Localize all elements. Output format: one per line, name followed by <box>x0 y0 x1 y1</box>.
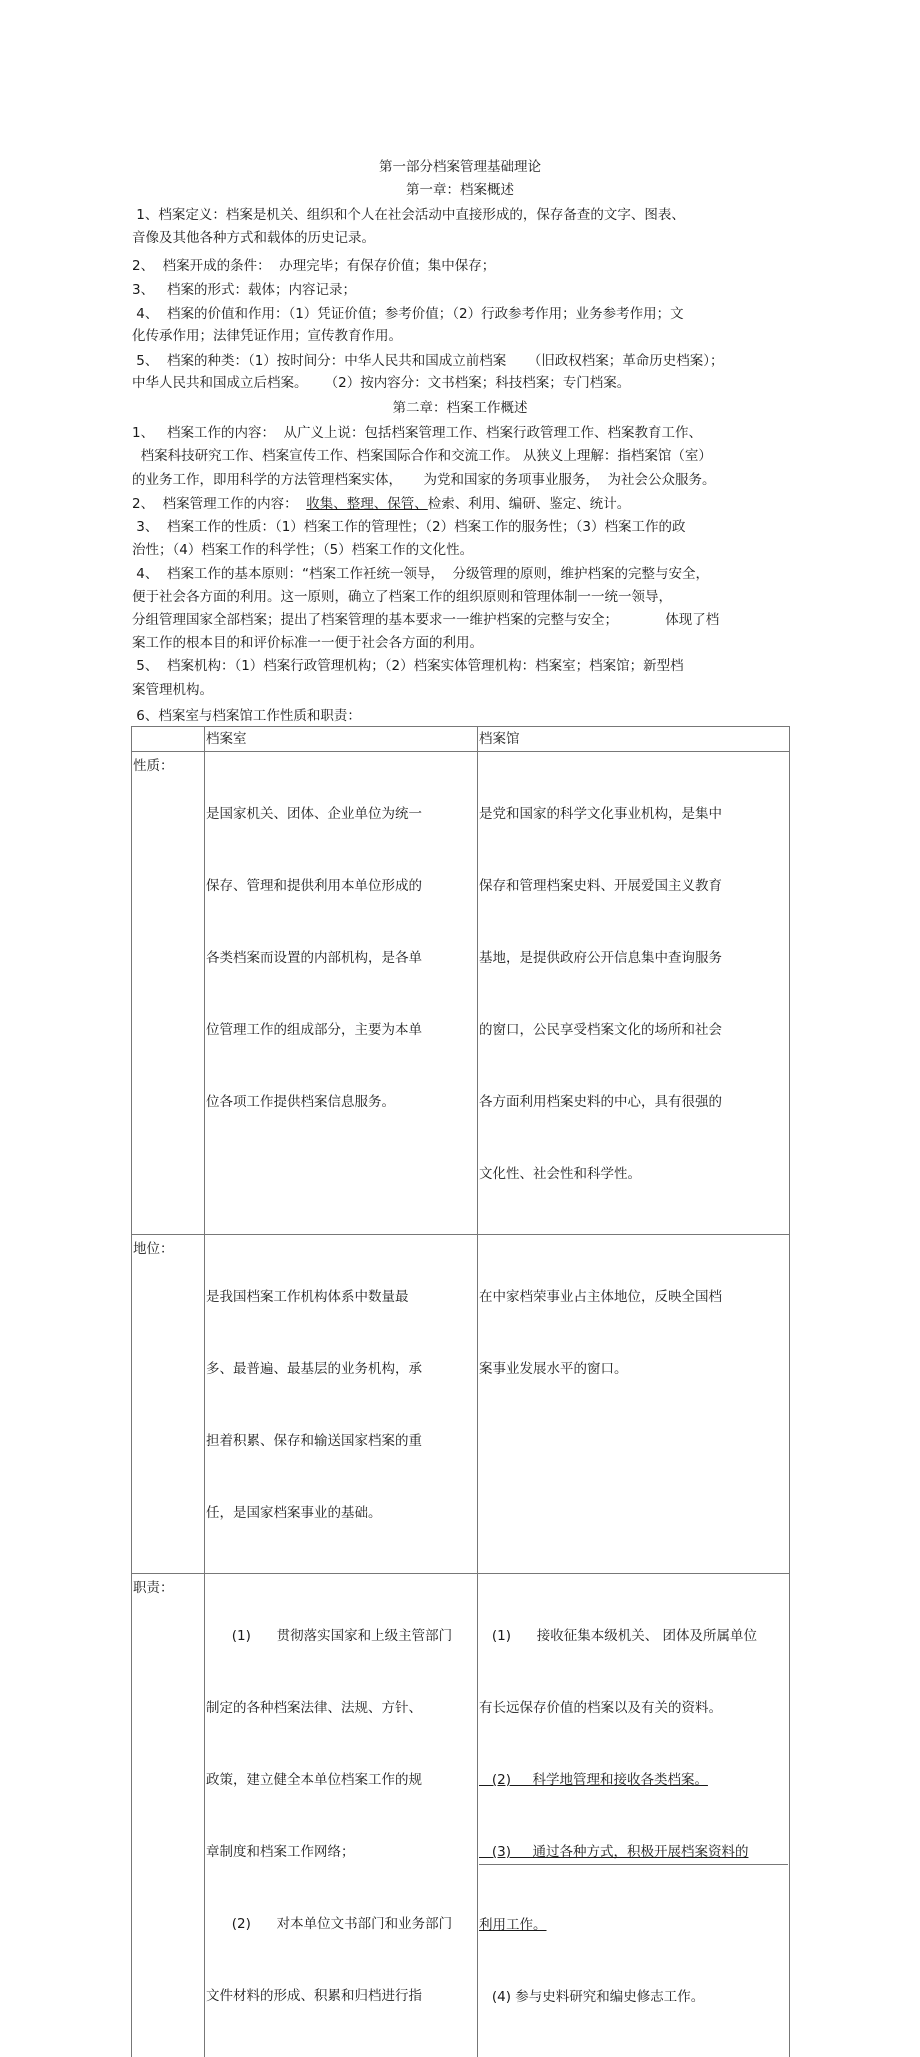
header-cell: 档案馆 <box>478 727 790 752</box>
paragraph-line: 分组管理国家全部档案；提出了档案管理的基本要求一一维护档案的完整与安全； 体现了档 <box>132 611 719 629</box>
cell-line: 各类档案而设置的内部机构，是各单 <box>206 946 476 970</box>
paragraph-line <box>132 495 630 513</box>
cell-line: 各方面利用档案史料的中心，具有很强的 <box>479 1090 788 1114</box>
paragraph-line: 4、 档案工作的基本原则：“档案工作衽统一领导， 分级管理的原则，维护档案的完整与安全， <box>132 565 709 583</box>
paragraph-line: 2、 档案开成的条件： 办理完毕；有保存价值；集中保存； <box>132 257 495 275</box>
paragraph-line: 音像及其他各种方式和载体的历史记录。 <box>132 229 375 247</box>
paragraph-line: 便于社会各方面的利用。这一原则，确立了档案工作的组织原则和管理体制一一统一领导， <box>132 588 672 606</box>
paragraph-line: 6、档案室与档案馆工作性质和职责： <box>132 707 361 725</box>
hall-cell <box>478 752 790 1235</box>
paragraph-line: 治性；（4）档案工作的科学性；（5）档案工作的文化性。 <box>132 541 473 559</box>
row-label: 职责： <box>132 1574 205 2057</box>
paragraph-line: 化传承作用；法律凭证作用；宣传教育作用。 <box>132 327 402 345</box>
cell-line: 政策，建立健全本单位档案工作的规 <box>206 1768 476 1792</box>
paragraph-line: 案管理机构。 <box>132 681 213 699</box>
chapter1-heading: 第一章：档案概述 <box>0 181 920 199</box>
paragraph-line: 1、 档案工作的内容： 从广义上说：包括档案管理工作、档案行政管理工作、档案教育工作、 <box>132 424 702 442</box>
room-cell <box>205 752 478 1235</box>
cell-line: (1) 贯彻落实国家和上级主管部门 <box>206 1624 476 1648</box>
chapter2-heading: 第二章：档案工作概述 <box>0 399 920 417</box>
table-row <box>132 752 790 1235</box>
cell-line: 任，是国家档案事业的基础。 <box>206 1501 476 1525</box>
table-header-row <box>132 727 790 752</box>
paragraph-line: 中华人民共和国成立后档案。 （2）按内容分：文书档案；科技档案；专门档案。 <box>132 374 630 392</box>
hall-cell <box>478 1235 790 1574</box>
cell-line: 文件材料的形成、积累和归档进行指 <box>206 1984 476 2008</box>
cell-line: (1) 接收征集本级机关、 团体及所属单位 <box>479 1624 788 1648</box>
document-title: 第一部分档案管理基础理论 <box>0 158 920 176</box>
cell-line: (2) 科学地管理和接收各类档案。 <box>479 1768 788 1792</box>
cell-line: (3) 通过各种方式，积极开展档案资料的 <box>479 1840 788 1865</box>
paragraph-line: 档案科技研究工作、档案宣传工作、档案国际合作和交流工作。 从狭义上理解：指档案馆（室） <box>132 447 712 465</box>
table-row <box>132 1574 790 2057</box>
cell-line: 多、最普遍、最基层的业务机构，承 <box>206 1357 476 1381</box>
header-cell <box>132 727 205 752</box>
cell-line: 案事业发展水平的窗口。 <box>479 1357 788 1381</box>
cell-line: 位各项工作提供档案信息服务。 <box>206 1090 476 1114</box>
header-cell: 档案室 <box>205 727 478 752</box>
cell-line: 利用工作。 <box>479 1913 788 1937</box>
paragraph-line: 3、 档案的形式：载体；内容记录； <box>132 281 356 299</box>
paragraph-line: 案工作的根本目的和评价标准一一便于社会各方面的利用。 <box>132 634 483 652</box>
cell-line: 保存和管理档案史料、开展爱国主义教育 <box>479 874 788 898</box>
cell-line: 是国家机关、团体、企业单位为统一 <box>206 802 476 826</box>
paragraph-line: 4、 档案的价值和作用：（1）凭证价值；参考价值；（2）行政参考作用；业务参考作用；文 <box>132 305 684 323</box>
table-row <box>132 1235 790 1574</box>
row-label: 性质： <box>132 752 205 1235</box>
cell-line: 是我国档案工作机构体系中数量最 <box>206 1285 476 1309</box>
item2-label: 2、 档案管理工作的内容： <box>132 496 306 512</box>
cell-line: 保存、管理和提供利用本单位形成的 <box>206 874 476 898</box>
cell-line: 制定的各种档案法律、法规、方针、 <box>206 1696 476 1720</box>
cell-line: 的窗口，公民享受档案文化的场所和社会 <box>479 1018 788 1042</box>
paragraph-line: 5、 档案的种类：（1）按时间分：中华人民共和国成立前档案 （旧政权档案；革命历史档案）； <box>132 352 724 370</box>
cell-line: 在中家档荣事业占主体地位，反映全国档 <box>479 1285 788 1309</box>
paragraph-line: 3、 档案工作的性质：（1）档案工作的管理性；（2）档案工作的服务性；（3）档案工作的政 <box>132 518 685 536</box>
hall-cell <box>478 1574 790 2057</box>
cell-line: 是党和国家的科学文化事业机构，是集中 <box>479 802 788 826</box>
cell-line: 位管理工作的组成部分，主要为本单 <box>206 1018 476 1042</box>
comparison-table <box>131 726 790 2057</box>
cell-line: 基地，是提供政府公开信息集中查询服务 <box>479 946 788 970</box>
room-cell <box>205 1235 478 1574</box>
item2-rest: 检索、利用、编研、鉴定、统计。 <box>428 496 631 512</box>
cell-line: 担着积累、保存和输送国家档案的重 <box>206 1429 476 1453</box>
item2-underlined: 收集、整理、保管、 <box>306 496 428 512</box>
row-label: 地位： <box>132 1235 205 1574</box>
paragraph-line: 的业务工作，即用科学的方法管理档案实体， 为党和国家的务项事业服务， 为社会公众服务。 <box>132 471 716 489</box>
cell-line: 有长远保存价值的档案以及有关的资料。 <box>479 1696 788 1720</box>
cell-line: (2) 对本单位文书部门和业务部门 <box>206 1912 476 1936</box>
paragraph-line: 1、档案定义：档案是机关、组织和个人在社会活动中直接形成的，保存备查的文字、图表、 <box>132 206 685 224</box>
cell-line: 文化性、社会性和科学性。 <box>479 1162 788 1186</box>
cell-line: (4) 参与史料研究和编史修志工作。 <box>479 1985 788 2009</box>
room-cell <box>205 1574 478 2057</box>
cell-line: 章制度和档案工作网络； <box>206 1840 476 1864</box>
paragraph-line: 5、 档案机构：（1）档案行政管理机构；（2）档案实体管理机构：档案室；档案馆；新型档 <box>132 657 684 675</box>
